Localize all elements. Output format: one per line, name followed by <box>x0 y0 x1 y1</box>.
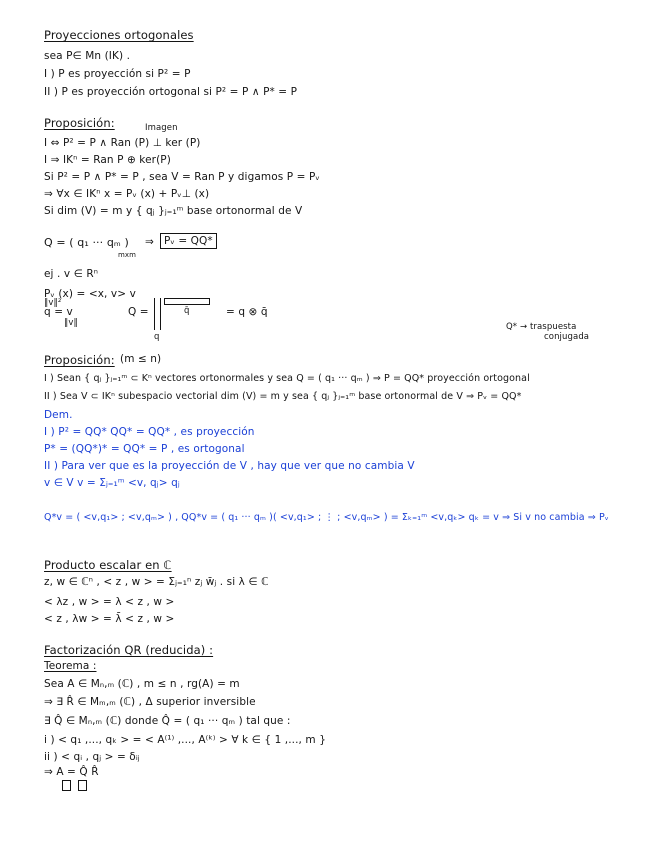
text-line: ‖v‖² <box>44 298 62 308</box>
section-title-producto: Producto escalar en ℂ <box>44 558 172 572</box>
imagen-label: Imagen <box>145 123 178 133</box>
proposition-condition: (m ≤ n) <box>120 353 162 365</box>
q-matrix: Q = ( q₁ ··· qₘ ) <box>44 236 129 249</box>
text-line-blue: I ) P² = QQ* QQ* = QQ* , es proyección <box>44 426 255 438</box>
note-traspuesta: Q* → traspuesta <box>506 322 577 332</box>
text-line: Si P² = P ∧ P* = P , sea V = Ran P y digamos P = Pᵥ <box>44 171 320 183</box>
r-hat-shape-icon <box>78 780 87 791</box>
text-line: q = v <box>44 306 73 318</box>
note-conjugada: conjugada <box>544 332 590 342</box>
text-line: ii ) < qᵢ , qⱼ > = δᵢⱼ <box>44 751 140 763</box>
q-bar-label: q̄ <box>184 306 190 316</box>
section-title-proposicion-1: Proposición: <box>44 116 115 130</box>
pv-result-box: Pᵥ = QQ* <box>160 233 217 249</box>
dem-label: Dem. <box>44 409 73 421</box>
text-line: II ) Sea V ⊂ IKⁿ subespacio vectorial dim (V) = m y sea { qⱼ }ⱼ₌₁ᵐ base ortonormal de V ⇒ Pᵥ = QQ* <box>44 391 522 402</box>
arrow-implies: ⇒ <box>145 236 154 248</box>
text-line-blue: P* = (QQ*)* = QQ* = P , es ortogonal <box>44 443 245 455</box>
section-title-proyecciones: Proyecciones ortogonales <box>44 28 194 42</box>
text-line: z, w ∈ ℂⁿ , < z , w > = Σⱼ₌₁ⁿ zⱼ w̄ⱼ . si λ ∈ ℂ <box>44 576 269 588</box>
text-line: < λz , w > = λ < z , w > <box>44 596 175 608</box>
text-line: I ⇒ IKⁿ = Ran P ⊕ ker(P) <box>44 154 171 166</box>
q-column-right <box>160 298 161 330</box>
q-matrix-size: mxm <box>118 251 137 259</box>
text-line: ∃ Q̂ ∈ Mₙ,ₘ (ℂ) donde Q̂ = ( q₁ ··· qₘ ) tal que : <box>44 715 291 727</box>
q-column-left <box>154 298 155 330</box>
text-line: sea P∈ Mn (IK) . <box>44 50 131 62</box>
text-line: Si dim (V) = m y { qⱼ }ⱼ₌₁ᵐ base ortonormal de V <box>44 205 303 217</box>
text-line-blue: Q*v = ( <v,q₁> ; <v,qₘ> ) , QQ*v = ( q₁ ··· qₘ )( <v,q₁> ; ⋮ ; <v,qₘ> ) = Σₖ₌₁ᵐ <v,qₖ> qₖ = v ⇒ Si v no cambia ⇒ Pᵥ <box>44 512 609 523</box>
q-eq-label: Q = <box>128 306 149 318</box>
text-line: I ) Sean { qⱼ }ⱼ₌₁ᵐ ⊂ Kⁿ vectores ortonormales y sea Q = ( q₁ ··· qₘ ) ⇒ P = QQ* proyección ortogonal <box>44 373 530 384</box>
text-line: < z , λw > = λ̄ < z , w > <box>44 613 175 625</box>
q-bar-row <box>164 298 210 305</box>
section-title-proposicion-2: Proposición: <box>44 353 115 367</box>
text-line: ⇒ ∃ R̂ ∈ Mₘ,ₘ (ℂ) , Δ superior inversible <box>44 696 256 708</box>
text-line-blue: v ∈ V v = Σⱼ₌₁ᵐ <v, qⱼ> qⱼ <box>44 477 180 489</box>
text-line: Sea A ∈ Mₙ,ₘ (ℂ) , m ≤ n , rg(A) = m <box>44 678 240 690</box>
text-line: i ) < q₁ ,..., qₖ > = < A⁽¹⁾ ,..., A⁽ᵏ⁾ > ∀ k ∈ { 1 ,..., m } <box>44 734 326 746</box>
text-line-blue: II ) Para ver que es la proyección de V , hay que ver que no cambia V <box>44 460 415 472</box>
q-norm-denominator: ‖v‖ <box>64 318 78 328</box>
section-title-factorizacion: Factorización QR (reducida) : <box>44 643 214 657</box>
text-line: ej . v ∈ Rⁿ <box>44 268 99 280</box>
q-column-label: q <box>154 332 160 342</box>
text-line: II ) P es proyección ortogonal si P² = P ∧ P* = P <box>44 86 298 98</box>
text-line: ⇒ A = Q̂ R̂ <box>44 766 99 778</box>
theorem-label: Teorema : <box>44 660 97 672</box>
text-line: ⇒ ∀x ∈ IKⁿ x = Pᵥ (x) + Pᵥ⊥ (x) <box>44 188 210 200</box>
q-hat-shape-icon <box>62 780 71 791</box>
text-line: I ) P es proyección si P² = P <box>44 68 191 80</box>
q-tensor: = q ⊗ q̄ <box>226 306 268 318</box>
text-line: I ⇔ P² = P ∧ Ran (P) ⊥ ker (P) <box>44 137 201 149</box>
text-line: Pᵥ (x) = <x, v> v <box>44 288 136 300</box>
